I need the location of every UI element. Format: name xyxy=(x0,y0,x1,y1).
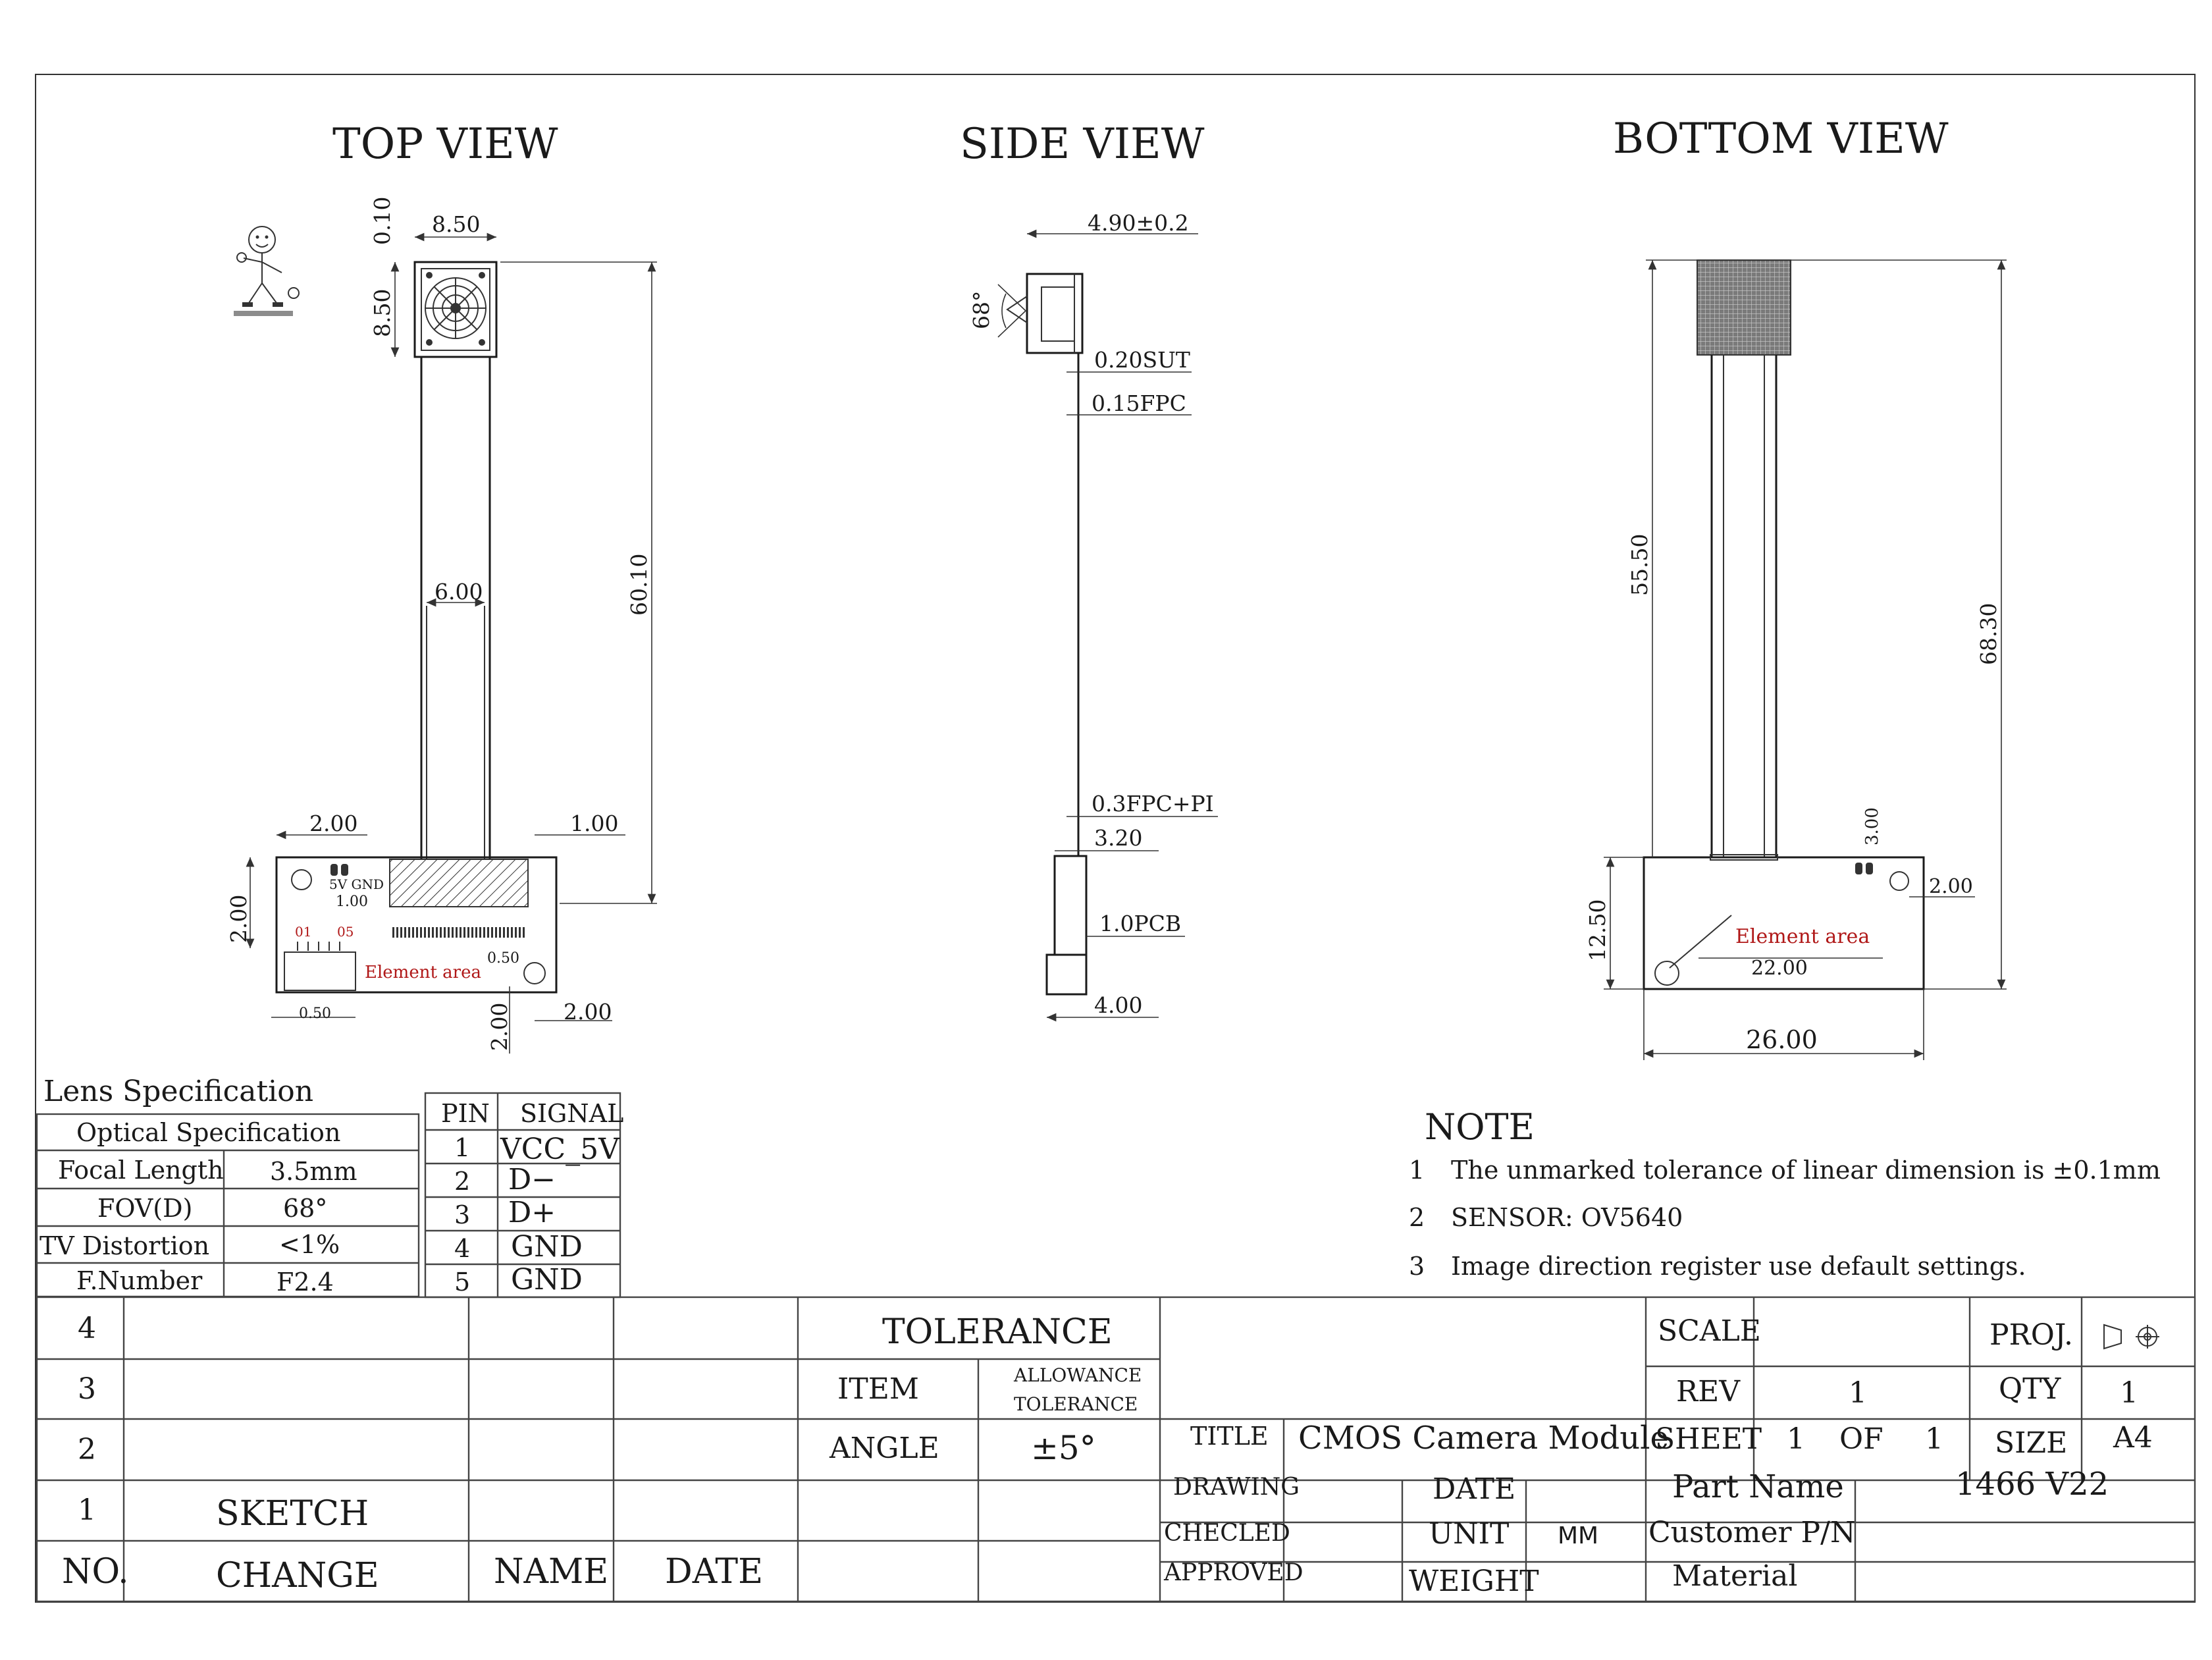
top-element-area: Element area xyxy=(365,963,481,982)
lens-row-label: Focal Length xyxy=(58,1156,224,1185)
projection-symbol-icon xyxy=(2104,1325,2159,1349)
dim-8-50-height: 8.50 xyxy=(369,288,395,337)
lens-subheading: Optical Specification xyxy=(76,1118,341,1147)
pin-table xyxy=(425,1093,623,1297)
lens-row-value: 3.5mm xyxy=(270,1157,357,1186)
unit-label: UNIT xyxy=(1429,1517,1510,1551)
part-name-value: 1466 V22 xyxy=(1955,1466,2109,1503)
weight-label: WEIGHT xyxy=(1409,1565,1539,1598)
bottom-view-title: BOTTOM VIEW xyxy=(1613,115,1949,163)
pin-signal: VCC_5V xyxy=(500,1133,619,1166)
pin-signal: D− xyxy=(508,1163,556,1196)
checked-label: CHECLED xyxy=(1164,1520,1290,1547)
dim-2-00-vert: 2.00 xyxy=(226,894,251,943)
dim-0-15-fpc: 0.15FPC xyxy=(1092,390,1186,416)
unit-value: MM xyxy=(1558,1522,1599,1549)
pad-label: 5V GND xyxy=(329,876,384,892)
pin-number: 5 xyxy=(454,1268,471,1297)
side-pcb xyxy=(1055,856,1086,955)
allowance-header: ALLOWANCE xyxy=(1014,1364,1142,1386)
dim-68-deg: 68° xyxy=(968,290,994,329)
sheet-of: OF xyxy=(1839,1422,1883,1456)
item-header: ITEM xyxy=(837,1372,919,1406)
date-label: DATE xyxy=(1433,1472,1516,1506)
note-text: The unmarked tolerance of linear dimension is ±0.1mm xyxy=(1451,1156,2161,1185)
material-label: Material xyxy=(1672,1559,1798,1593)
pin-signal: D+ xyxy=(508,1196,556,1229)
lens-row-label: TV Distortion xyxy=(40,1231,210,1260)
dim-8-50-width: 8.50 xyxy=(432,211,481,237)
pin-number: 1 xyxy=(454,1133,471,1162)
revision-row-number: 4 xyxy=(78,1312,96,1345)
angle-label: ANGLE xyxy=(830,1432,939,1465)
customer-pn-label: Customer P/N xyxy=(1648,1516,1856,1549)
dim-6-00: 6.00 xyxy=(434,579,483,604)
pin-header: PIN xyxy=(441,1099,490,1128)
pin-number: 2 xyxy=(454,1167,471,1196)
dim-4-90: 4.90±0.2 xyxy=(1088,210,1189,236)
sketch-label: SKETCH xyxy=(216,1494,369,1534)
date-header: DATE xyxy=(665,1552,764,1592)
dim-22-00: 22.00 xyxy=(1751,957,1808,980)
size-value: A4 xyxy=(2113,1421,2153,1455)
pin-signal: GND xyxy=(511,1263,583,1297)
dim-68-30: 68.30 xyxy=(1976,602,2001,665)
drawing-label: DRAWING xyxy=(1173,1474,1300,1501)
dim-2-00-bottom: 2.00 xyxy=(1929,875,1973,898)
note-text: Image direction register use default settings. xyxy=(1451,1252,2026,1281)
rev-label: REV xyxy=(1676,1375,1741,1408)
dim-2-00-bottom-vert: 2.00 xyxy=(487,1002,512,1051)
dim-0-50-bottom: 0.50 xyxy=(299,1005,331,1022)
pin-01-label: 01 xyxy=(295,924,312,940)
pin-number: 4 xyxy=(454,1234,471,1263)
pin-number: 3 xyxy=(454,1200,471,1229)
note-text: SENSOR: OV5640 xyxy=(1451,1203,1683,1232)
top-view-drawing xyxy=(226,197,657,1054)
angle-value: ±5° xyxy=(1031,1429,1096,1467)
part-name-label: Part Name xyxy=(1672,1468,1844,1505)
stick-figure-logo xyxy=(234,227,299,316)
pin-signal: GND xyxy=(511,1230,583,1264)
dim-12-50: 12.50 xyxy=(1585,899,1610,961)
dim-3-20: 3.20 xyxy=(1094,825,1143,851)
pin-05-label: 05 xyxy=(337,924,354,940)
dim-1-0-pcb: 1.0PCB xyxy=(1099,911,1182,936)
dim-0-50-inner: 0.50 xyxy=(487,950,519,967)
lens-heading: Lens Specification xyxy=(43,1075,314,1108)
side-view-title: SIDE VIEW xyxy=(960,120,1205,169)
approved-label: APPROVED xyxy=(1164,1559,1304,1586)
note-number: 2 xyxy=(1409,1203,1425,1232)
tolerance-block xyxy=(829,1312,1142,1467)
sheet-total: 1 xyxy=(1925,1422,1943,1456)
revision-row-number: 2 xyxy=(78,1433,96,1466)
side-view-drawing xyxy=(968,210,1218,1018)
dim-0-3-fpc-pi: 0.3FPC+PI xyxy=(1092,791,1214,817)
no-header: NO. xyxy=(62,1552,129,1592)
dim-2-00-left: 2.00 xyxy=(309,811,358,836)
qty-label: QTY xyxy=(1999,1372,2061,1406)
qty-value: 1 xyxy=(2120,1376,2138,1410)
dim-3-00: 3.00 xyxy=(1862,807,1882,845)
proj-label: PROJ. xyxy=(1989,1318,2074,1352)
dim-60-10: 60.10 xyxy=(626,553,652,616)
lens-row-label: F.Number xyxy=(76,1266,203,1295)
note-number: 1 xyxy=(1409,1156,1425,1185)
dim-0-10: 0.10 xyxy=(369,196,395,245)
dim-0-20-sut: 0.20SUT xyxy=(1094,347,1190,373)
note-number: 3 xyxy=(1409,1252,1425,1281)
allowance-tolerance-header: TOLERANCE xyxy=(1014,1393,1138,1415)
lens-row-label: FOV(D) xyxy=(97,1194,193,1223)
lens-row-value: <1% xyxy=(279,1230,340,1259)
bottom-element-area: Element area xyxy=(1735,925,1870,948)
sheet-label: SHEET xyxy=(1655,1422,1762,1456)
revision-row-number: 1 xyxy=(78,1493,96,1527)
lens-row-value: 68° xyxy=(283,1194,328,1223)
rev-value: 1 xyxy=(1849,1376,1867,1410)
notes-block xyxy=(1409,1106,2161,1281)
name-header: NAME xyxy=(494,1552,609,1592)
top-view-title: TOP VIEW xyxy=(332,120,558,169)
title-label: TITLE xyxy=(1190,1422,1269,1451)
dim-2-00-bottom-right: 2.00 xyxy=(564,999,612,1025)
scale-label: SCALE xyxy=(1658,1314,1761,1348)
dim-55-50: 55.50 xyxy=(1627,533,1652,596)
dim-1-00-right: 1.00 xyxy=(570,811,619,836)
signal-header: SIGNAL xyxy=(520,1099,624,1128)
lens-spec-table xyxy=(37,1075,419,1297)
dim-26-00: 26.00 xyxy=(1746,1025,1818,1054)
lens-row-value: F2.4 xyxy=(276,1268,334,1297)
bottom-view-drawing xyxy=(1585,260,2007,1060)
change-header: CHANGE xyxy=(216,1556,379,1595)
sensor-grid xyxy=(1697,260,1791,355)
tolerance-heading: TOLERANCE xyxy=(882,1312,1113,1352)
dim-4-00: 4.00 xyxy=(1094,992,1143,1018)
revision-block xyxy=(62,1312,763,1595)
title-value: CMOS Camera Module xyxy=(1298,1420,1669,1457)
notes-heading: NOTE xyxy=(1425,1106,1535,1148)
size-label: SIZE xyxy=(1995,1426,2068,1460)
dim-1-00-inner: 1.00 xyxy=(336,894,368,910)
revision-row-number: 3 xyxy=(78,1372,96,1406)
sheet-number: 1 xyxy=(1787,1422,1805,1456)
title-block xyxy=(1163,1314,2159,1598)
